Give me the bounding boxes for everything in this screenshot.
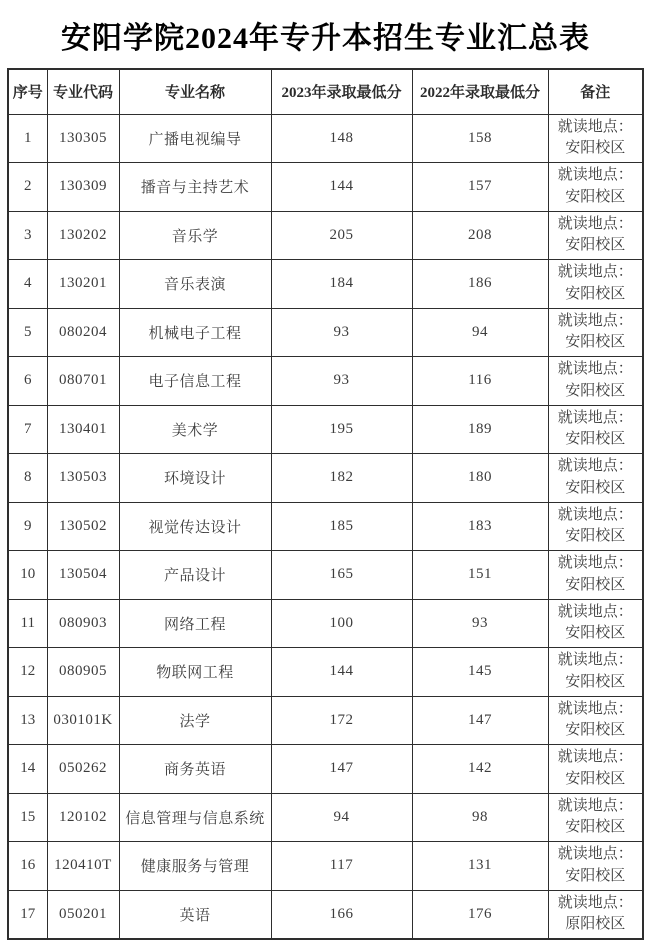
page-title: 安阳学院2024年专升本招生专业汇总表	[61, 22, 590, 55]
cell-code: 130202	[47, 211, 119, 260]
table-row	[8, 163, 643, 212]
header-cell-score-2022: 2022年录取最低分	[412, 69, 548, 114]
header-cell-code: 专业代码	[47, 69, 119, 114]
cell-no: 2	[8, 163, 47, 212]
remark-campus: 安阳校区	[565, 770, 626, 787]
remark-location-label: 就读地点：	[557, 603, 633, 620]
remark-campus: 安阳校区	[565, 382, 626, 399]
cell-code: 120410T	[47, 842, 119, 891]
cell-score-2023: 195	[271, 405, 412, 454]
table-row	[8, 211, 643, 260]
cell-score-2023: 166	[271, 890, 412, 939]
table-row	[8, 890, 643, 939]
remark-location-label: 就读地点：	[557, 749, 633, 765]
cell-remark	[548, 454, 643, 503]
cell-score-2022: 145	[412, 648, 548, 697]
cell-name: 广播电视编导	[119, 114, 271, 163]
cell-remark	[548, 599, 643, 648]
cell-remark	[548, 211, 643, 260]
remark-location-label: 就读地点：	[557, 652, 633, 668]
cell-name: 视觉传达设计	[119, 502, 271, 551]
cell-name: 信息管理与信息系统	[119, 793, 271, 842]
remark-location-label: 就读地点：	[557, 215, 633, 232]
cell-no: 17	[8, 890, 47, 939]
document-page	[0, 13, 651, 933]
cell-code: 030101K	[47, 696, 119, 745]
remark-campus: 安阳校区	[565, 528, 626, 545]
remark-location-label: 就读地点：	[557, 458, 633, 474]
cell-score-2022: 189	[412, 405, 548, 454]
cell-remark	[548, 551, 643, 600]
cell-score-2022: 186	[412, 260, 548, 309]
remark-campus: 安阳校区	[565, 188, 626, 205]
cell-code: 050201	[47, 890, 119, 939]
cell-score-2023: 185	[271, 502, 412, 551]
cell-code: 130503	[47, 454, 119, 503]
cell-remark	[548, 260, 643, 309]
cell-code: 050262	[47, 745, 119, 794]
admission-summary-table	[7, 68, 644, 940]
cell-code: 080903	[47, 599, 119, 648]
cell-score-2023: 184	[271, 260, 412, 309]
table-row	[8, 405, 643, 454]
cell-score-2023: 147	[271, 745, 412, 794]
header-cell-remark: 备注	[548, 69, 643, 114]
cell-score-2022: 94	[412, 308, 548, 357]
cell-score-2023: 172	[271, 696, 412, 745]
table-row	[8, 260, 643, 309]
table-row	[8, 454, 643, 503]
cell-remark	[548, 308, 643, 357]
cell-remark	[548, 793, 643, 842]
cell-no: 11	[8, 599, 47, 648]
table-row	[8, 551, 643, 600]
remark-campus: 安阳校区	[565, 237, 626, 254]
remark-location-label: 就读地点：	[557, 409, 633, 426]
cell-remark	[548, 357, 643, 406]
remark-campus: 安阳校区	[565, 576, 626, 593]
cell-name: 英语	[119, 890, 271, 939]
remark-location-label: 就读地点：	[557, 700, 633, 717]
cell-no: 7	[8, 405, 47, 454]
cell-name: 产品设计	[119, 551, 271, 600]
table-header-row	[8, 69, 643, 114]
cell-score-2023: 205	[271, 211, 412, 260]
cell-remark	[548, 163, 643, 212]
header-cell-name: 专业名称	[119, 69, 271, 114]
header-cell-no: 序号	[8, 69, 47, 114]
cell-code: 130309	[47, 163, 119, 212]
cell-name: 美术学	[119, 405, 271, 454]
remark-location-label: 就读地点：	[557, 167, 633, 183]
cell-name: 环境设计	[119, 454, 271, 503]
cell-score-2023: 93	[271, 357, 412, 406]
cell-name: 物联网工程	[119, 648, 271, 697]
cell-code: 080905	[47, 648, 119, 697]
cell-no: 5	[8, 308, 47, 357]
remark-campus: 原阳校区	[565, 916, 626, 933]
cell-code: 080701	[47, 357, 119, 406]
cell-score-2022: 208	[412, 211, 548, 260]
cell-name: 音乐学	[119, 211, 271, 260]
remark-campus: 安阳校区	[565, 819, 626, 836]
cell-remark	[548, 696, 643, 745]
table-row	[8, 696, 643, 745]
cell-score-2022: 142	[412, 745, 548, 794]
remark-campus: 安阳校区	[565, 285, 626, 302]
remark-location-label: 就读地点：	[557, 118, 633, 135]
cell-score-2022: 147	[412, 696, 548, 745]
cell-no: 9	[8, 502, 47, 551]
cell-no: 15	[8, 793, 47, 842]
cell-remark	[548, 405, 643, 454]
cell-no: 10	[8, 551, 47, 600]
table-row	[8, 648, 643, 697]
cell-name: 音乐表演	[119, 260, 271, 309]
cell-name: 健康服务与管理	[119, 842, 271, 891]
cell-name: 播音与主持艺术	[119, 163, 271, 212]
cell-name: 网络工程	[119, 599, 271, 648]
remark-campus: 安阳校区	[565, 334, 626, 351]
cell-name: 法学	[119, 696, 271, 745]
cell-name: 机械电子工程	[119, 308, 271, 357]
cell-no: 6	[8, 357, 47, 406]
table-row	[8, 502, 643, 551]
cell-remark	[548, 745, 643, 794]
cell-score-2023: 148	[271, 114, 412, 163]
cell-score-2022: 176	[412, 890, 548, 939]
remark-campus: 安阳校区	[565, 867, 626, 884]
header-cell-score-2023: 2023年录取最低分	[271, 69, 412, 114]
remark-location-label: 就读地点：	[557, 361, 633, 377]
cell-no: 16	[8, 842, 47, 891]
cell-remark	[548, 890, 643, 939]
table-row	[8, 357, 643, 406]
cell-score-2022: 116	[412, 357, 548, 406]
cell-score-2023: 100	[271, 599, 412, 648]
cell-code: 080204	[47, 308, 119, 357]
remark-location-label: 就读地点：	[557, 264, 633, 280]
cell-no: 13	[8, 696, 47, 745]
remark-location-label: 就读地点：	[557, 797, 633, 814]
remark-location-label: 就读地点：	[557, 894, 633, 911]
cell-code: 130305	[47, 114, 119, 163]
cell-no: 14	[8, 745, 47, 794]
table-row	[8, 114, 643, 163]
cell-score-2023: 144	[271, 648, 412, 697]
table-row	[8, 308, 643, 357]
cell-score-2023: 144	[271, 163, 412, 212]
table-row	[8, 793, 643, 842]
remark-campus: 安阳校区	[565, 479, 626, 496]
remark-location-label: 就读地点：	[557, 846, 633, 862]
remark-campus: 安阳校区	[565, 140, 626, 157]
cell-score-2023: 165	[271, 551, 412, 600]
cell-code: 120102	[47, 793, 119, 842]
remark-location-label: 就读地点：	[557, 312, 633, 329]
cell-name: 电子信息工程	[119, 357, 271, 406]
remark-campus: 安阳校区	[565, 431, 626, 448]
cell-score-2022: 183	[412, 502, 548, 551]
remark-campus: 安阳校区	[565, 625, 626, 642]
cell-no: 8	[8, 454, 47, 503]
cell-code: 130504	[47, 551, 119, 600]
cell-score-2022: 157	[412, 163, 548, 212]
cell-score-2022: 98	[412, 793, 548, 842]
cell-no: 4	[8, 260, 47, 309]
cell-score-2022: 151	[412, 551, 548, 600]
cell-no: 12	[8, 648, 47, 697]
cell-score-2023: 93	[271, 308, 412, 357]
cell-score-2022: 180	[412, 454, 548, 503]
cell-remark	[548, 842, 643, 891]
cell-score-2022: 131	[412, 842, 548, 891]
table-row	[8, 842, 643, 891]
cell-remark	[548, 648, 643, 697]
cell-score-2023: 117	[271, 842, 412, 891]
cell-code: 130201	[47, 260, 119, 309]
remark-campus: 安阳校区	[565, 673, 626, 690]
cell-no: 1	[8, 114, 47, 163]
cell-score-2023: 182	[271, 454, 412, 503]
cell-remark	[548, 114, 643, 163]
cell-code: 130502	[47, 502, 119, 551]
cell-score-2022: 158	[412, 114, 548, 163]
cell-score-2023: 94	[271, 793, 412, 842]
cell-no: 3	[8, 211, 47, 260]
cell-score-2022: 93	[412, 599, 548, 648]
table-body	[8, 114, 643, 939]
table-row	[8, 599, 643, 648]
remark-campus: 安阳校区	[565, 722, 626, 739]
table-row	[8, 745, 643, 794]
cell-remark	[548, 502, 643, 551]
remark-location-label: 就读地点：	[557, 555, 633, 571]
cell-name: 商务英语	[119, 745, 271, 794]
cell-code: 130401	[47, 405, 119, 454]
remark-location-label: 就读地点：	[557, 506, 633, 523]
